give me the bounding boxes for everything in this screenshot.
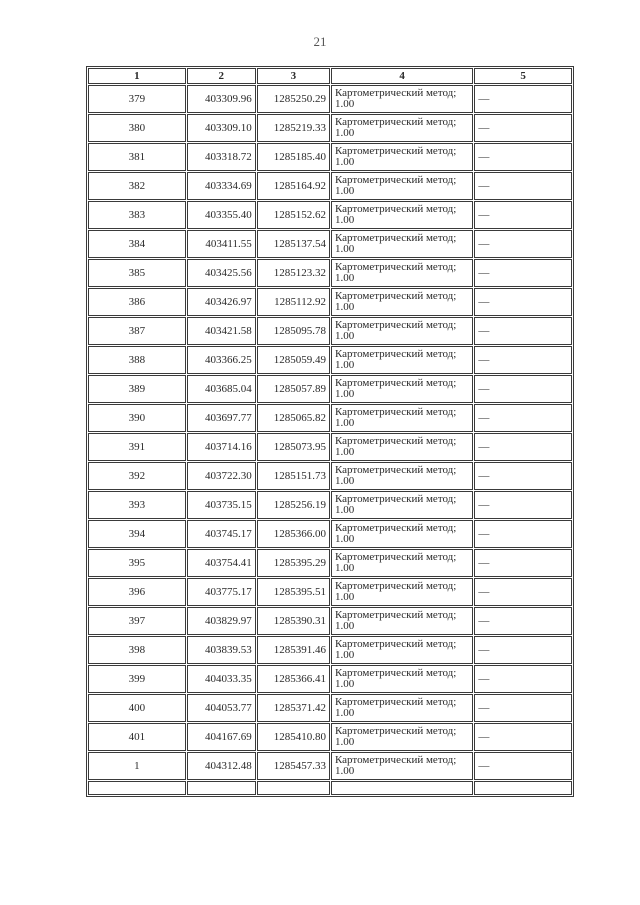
empty-cell	[257, 781, 330, 795]
x-coordinate-cell: 404033.35	[187, 665, 256, 693]
x-coordinate-cell: 404312.48	[187, 752, 256, 780]
note-cell: —	[474, 85, 572, 113]
method-cell: Картометрический метод; 1.00	[331, 375, 473, 403]
note-cell: —	[474, 520, 572, 548]
note-cell: —	[474, 491, 572, 519]
note-cell: —	[474, 665, 572, 693]
note-cell: —	[474, 172, 572, 200]
y-coordinate-cell: 1285095.78	[257, 317, 330, 345]
note-cell: —	[474, 230, 572, 258]
point-number-cell: 394	[88, 520, 186, 548]
method-cell: Картометрический метод; 1.00	[331, 491, 473, 519]
table-row-empty	[88, 781, 572, 795]
table-row	[88, 172, 572, 200]
empty-cell	[474, 781, 572, 795]
note-cell: —	[474, 114, 572, 142]
note-cell: —	[474, 723, 572, 751]
coordinates-table	[86, 66, 574, 797]
y-coordinate-cell: 1285371.42	[257, 694, 330, 722]
point-number-cell: 386	[88, 288, 186, 316]
method-cell: Картометрический метод; 1.00	[331, 404, 473, 432]
note-cell: —	[474, 462, 572, 490]
x-coordinate-cell: 403309.10	[187, 114, 256, 142]
empty-cell	[88, 781, 186, 795]
point-number-cell: 393	[88, 491, 186, 519]
y-coordinate-cell: 1285073.95	[257, 433, 330, 461]
point-number-cell: 380	[88, 114, 186, 142]
y-coordinate-cell: 1285395.51	[257, 578, 330, 606]
x-coordinate-cell: 403839.53	[187, 636, 256, 664]
point-number-cell: 391	[88, 433, 186, 461]
table-row	[88, 549, 572, 577]
x-coordinate-cell: 403722.30	[187, 462, 256, 490]
method-cell: Картометрический метод; 1.00	[331, 259, 473, 287]
y-coordinate-cell: 1285391.46	[257, 636, 330, 664]
y-coordinate-cell: 1285395.29	[257, 549, 330, 577]
x-coordinate-cell: 403829.97	[187, 607, 256, 635]
table-header-row	[88, 68, 572, 84]
point-number-cell: 395	[88, 549, 186, 577]
point-number-cell: 379	[88, 85, 186, 113]
point-number-cell: 1	[88, 752, 186, 780]
note-cell: —	[474, 259, 572, 287]
table-row	[88, 491, 572, 519]
x-coordinate-cell: 403754.41	[187, 549, 256, 577]
y-coordinate-cell: 1285366.41	[257, 665, 330, 693]
table-row	[88, 723, 572, 751]
empty-cell	[187, 781, 256, 795]
table-row	[88, 317, 572, 345]
header-col-2: 2	[187, 68, 256, 84]
note-cell: —	[474, 201, 572, 229]
empty-cell	[331, 781, 473, 795]
note-cell: —	[474, 346, 572, 374]
table-row	[88, 462, 572, 490]
point-number-cell: 381	[88, 143, 186, 171]
x-coordinate-cell: 403355.40	[187, 201, 256, 229]
x-coordinate-cell: 403775.17	[187, 578, 256, 606]
method-cell: Картометрический метод; 1.00	[331, 317, 473, 345]
y-coordinate-cell: 1285457.33	[257, 752, 330, 780]
method-cell: Картометрический метод; 1.00	[331, 520, 473, 548]
y-coordinate-cell: 1285164.92	[257, 172, 330, 200]
point-number-cell: 383	[88, 201, 186, 229]
y-coordinate-cell: 1285112.92	[257, 288, 330, 316]
table-row	[88, 665, 572, 693]
x-coordinate-cell: 403334.69	[187, 172, 256, 200]
y-coordinate-cell: 1285256.19	[257, 491, 330, 519]
method-cell: Картометрический метод; 1.00	[331, 433, 473, 461]
y-coordinate-cell: 1285366.00	[257, 520, 330, 548]
header-col-4: 4	[331, 68, 473, 84]
method-cell: Картометрический метод; 1.00	[331, 723, 473, 751]
point-number-cell: 392	[88, 462, 186, 490]
y-coordinate-cell: 1285059.49	[257, 346, 330, 374]
point-number-cell: 396	[88, 578, 186, 606]
method-cell: Картометрический метод; 1.00	[331, 230, 473, 258]
point-number-cell: 397	[88, 607, 186, 635]
table-row	[88, 520, 572, 548]
method-cell: Картометрический метод; 1.00	[331, 346, 473, 374]
note-cell: —	[474, 288, 572, 316]
method-cell: Картометрический метод; 1.00	[331, 636, 473, 664]
table-row	[88, 288, 572, 316]
table-row	[88, 201, 572, 229]
note-cell: —	[474, 317, 572, 345]
point-number-cell: 399	[88, 665, 186, 693]
y-coordinate-cell: 1285065.82	[257, 404, 330, 432]
y-coordinate-cell: 1285390.31	[257, 607, 330, 635]
y-coordinate-cell: 1285152.62	[257, 201, 330, 229]
table-row	[88, 433, 572, 461]
y-coordinate-cell: 1285137.54	[257, 230, 330, 258]
table-row	[88, 636, 572, 664]
x-coordinate-cell: 403366.25	[187, 346, 256, 374]
y-coordinate-cell: 1285151.73	[257, 462, 330, 490]
x-coordinate-cell: 403714.16	[187, 433, 256, 461]
point-number-cell: 387	[88, 317, 186, 345]
point-number-cell: 388	[88, 346, 186, 374]
table-row	[88, 578, 572, 606]
table-row	[88, 346, 572, 374]
table-body	[88, 85, 572, 795]
header-col-5: 5	[474, 68, 572, 84]
note-cell: —	[474, 375, 572, 403]
y-coordinate-cell: 1285410.80	[257, 723, 330, 751]
table-row	[88, 694, 572, 722]
method-cell: Картометрический метод; 1.00	[331, 201, 473, 229]
x-coordinate-cell: 403735.15	[187, 491, 256, 519]
y-coordinate-cell: 1285185.40	[257, 143, 330, 171]
note-cell: —	[474, 549, 572, 577]
method-cell: Картометрический метод; 1.00	[331, 607, 473, 635]
method-cell: Картометрический метод; 1.00	[331, 578, 473, 606]
method-cell: Картометрический метод; 1.00	[331, 172, 473, 200]
method-cell: Картометрический метод; 1.00	[331, 752, 473, 780]
table-row	[88, 143, 572, 171]
note-cell: —	[474, 578, 572, 606]
note-cell: —	[474, 404, 572, 432]
note-cell: —	[474, 752, 572, 780]
table-row	[88, 230, 572, 258]
point-number-cell: 389	[88, 375, 186, 403]
table-row	[88, 404, 572, 432]
note-cell: —	[474, 143, 572, 171]
header-col-3: 3	[257, 68, 330, 84]
x-coordinate-cell: 403318.72	[187, 143, 256, 171]
point-number-cell: 401	[88, 723, 186, 751]
note-cell: —	[474, 433, 572, 461]
note-cell: —	[474, 694, 572, 722]
x-coordinate-cell: 404167.69	[187, 723, 256, 751]
point-number-cell: 382	[88, 172, 186, 200]
point-number-cell: 390	[88, 404, 186, 432]
point-number-cell: 384	[88, 230, 186, 258]
y-coordinate-cell: 1285123.32	[257, 259, 330, 287]
table-row	[88, 259, 572, 287]
method-cell: Картометрический метод; 1.00	[331, 143, 473, 171]
method-cell: Картометрический метод; 1.00	[331, 288, 473, 316]
method-cell: Картометрический метод; 1.00	[331, 462, 473, 490]
note-cell: —	[474, 607, 572, 635]
x-coordinate-cell: 403697.77	[187, 404, 256, 432]
table-row	[88, 85, 572, 113]
header-col-1: 1	[88, 68, 186, 84]
method-cell: Картометрический метод; 1.00	[331, 665, 473, 693]
y-coordinate-cell: 1285219.33	[257, 114, 330, 142]
table-row	[88, 752, 572, 780]
x-coordinate-cell: 403745.17	[187, 520, 256, 548]
x-coordinate-cell: 403426.97	[187, 288, 256, 316]
y-coordinate-cell: 1285057.89	[257, 375, 330, 403]
table-row	[88, 607, 572, 635]
page-number: 21	[313, 34, 327, 49]
y-coordinate-cell: 1285250.29	[257, 85, 330, 113]
x-coordinate-cell: 403421.58	[187, 317, 256, 345]
method-cell: Картометрический метод; 1.00	[331, 85, 473, 113]
x-coordinate-cell: 403425.56	[187, 259, 256, 287]
x-coordinate-cell: 403309.96	[187, 85, 256, 113]
method-cell: Картометрический метод; 1.00	[331, 549, 473, 577]
x-coordinate-cell: 403685.04	[187, 375, 256, 403]
table-row	[88, 375, 572, 403]
note-cell: —	[474, 636, 572, 664]
x-coordinate-cell: 404053.77	[187, 694, 256, 722]
method-cell: Картометрический метод; 1.00	[331, 114, 473, 142]
x-coordinate-cell: 403411.55	[187, 230, 256, 258]
method-cell: Картометрический метод; 1.00	[331, 694, 473, 722]
point-number-cell: 385	[88, 259, 186, 287]
table-row	[88, 114, 572, 142]
point-number-cell: 400	[88, 694, 186, 722]
point-number-cell: 398	[88, 636, 186, 664]
